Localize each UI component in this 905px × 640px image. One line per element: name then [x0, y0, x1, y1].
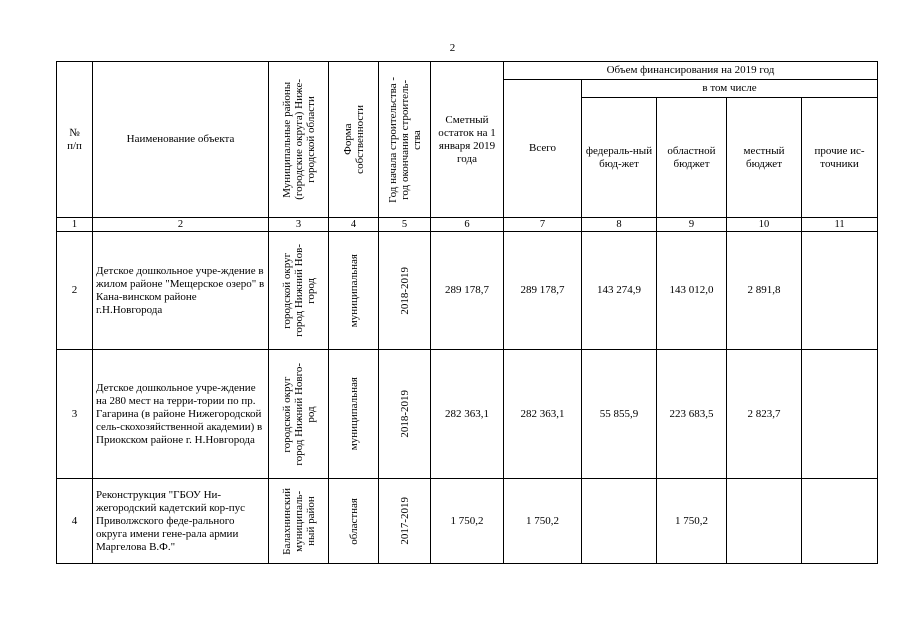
header-years: Год начала строительства - год окончания строитель- ства: [379, 62, 431, 218]
row-regional: 223 683,5: [657, 350, 727, 479]
table-row: [57, 479, 878, 564]
column-number: 7: [504, 218, 582, 232]
row-num: 4: [57, 479, 93, 564]
row-estimate: 1 750,2: [431, 479, 504, 564]
row-name: Реконструкция "ГБОУ Ни-жегородский кадетский кор-пус Приволжского феде-рального округа имени гене-рала армии Маргелова В.Ф.": [93, 479, 269, 564]
column-number: 4: [329, 218, 379, 232]
row-other: [802, 479, 878, 564]
column-number: 2: [93, 218, 269, 232]
header-funding-group: Объем финансирования на 2019 год: [504, 62, 878, 80]
column-number: 8: [582, 218, 657, 232]
row-ownership: областная: [329, 479, 379, 564]
row-total: 1 750,2: [504, 479, 582, 564]
row-federal: 143 274,9: [582, 232, 657, 350]
row-num: 3: [57, 350, 93, 479]
row-estimate: 282 363,1: [431, 350, 504, 479]
column-numbers-row: [57, 218, 878, 232]
row-total: 282 363,1: [504, 350, 582, 479]
header-name: Наименование объекта: [93, 62, 269, 218]
column-number: 1: [57, 218, 93, 232]
table-row: [57, 350, 878, 479]
row-regional: 143 012,0: [657, 232, 727, 350]
header-row-1: [57, 62, 878, 80]
column-number: 9: [657, 218, 727, 232]
row-other: [802, 350, 878, 479]
row-name: Детское дошкольное учре-ждение в жилом районе "Мещерское озеро" в Кана-винском районе г.Н.Новгорода: [93, 232, 269, 350]
row-years: 2018-2019: [379, 232, 431, 350]
row-name: Детское дошкольное учре-ждение на 280 мест на терри-тории по пр. Гагарина (в районе Нижегородской сель-скохозяйственной академии) в Приокском районе г. Н.Новгорода: [93, 350, 269, 479]
row-federal: [582, 479, 657, 564]
row-local: 2 823,7: [727, 350, 802, 479]
row-num: 2: [57, 232, 93, 350]
column-number: 10: [727, 218, 802, 232]
header-including: в том числе: [582, 80, 878, 98]
column-number: 3: [269, 218, 329, 232]
row-total: 289 178,7: [504, 232, 582, 350]
row-district: городской округ город Нижний Нов- город: [269, 232, 329, 350]
row-local: [727, 479, 802, 564]
table-row: [57, 232, 878, 350]
header-ownership: Форма собственности: [329, 62, 379, 218]
row-ownership: муниципальная: [329, 350, 379, 479]
row-federal: 55 855,9: [582, 350, 657, 479]
row-ownership: муниципальная: [329, 232, 379, 350]
row-regional: 1 750,2: [657, 479, 727, 564]
row-years: 2017-2019: [379, 479, 431, 564]
funding-table: [56, 61, 878, 564]
row-local: 2 891,8: [727, 232, 802, 350]
header-num: № п/п: [57, 62, 93, 218]
row-years: 2018-2019: [379, 350, 431, 479]
row-other: [802, 232, 878, 350]
header-federal: федераль-ный бюд-жет: [582, 98, 657, 218]
row-estimate: 289 178,7: [431, 232, 504, 350]
row-district: городской округ город Нижний Новго- род: [269, 350, 329, 479]
row-district: Балахнинский муниципаль- ный район: [269, 479, 329, 564]
header-other: прочие ис-точники: [802, 98, 878, 218]
column-number: 5: [379, 218, 431, 232]
page-number: 2: [449, 42, 456, 54]
column-number: 6: [431, 218, 504, 232]
header-district: Муниципальные районы (городские округа) Ниже- городской области: [269, 62, 329, 218]
header-estimate: Сметный остаток на 1 января 2019 года: [431, 62, 504, 218]
header-total: Всего: [504, 80, 582, 218]
column-number: 11: [802, 218, 878, 232]
header-local: местный бюджет: [727, 98, 802, 218]
header-regional: областной бюджет: [657, 98, 727, 218]
